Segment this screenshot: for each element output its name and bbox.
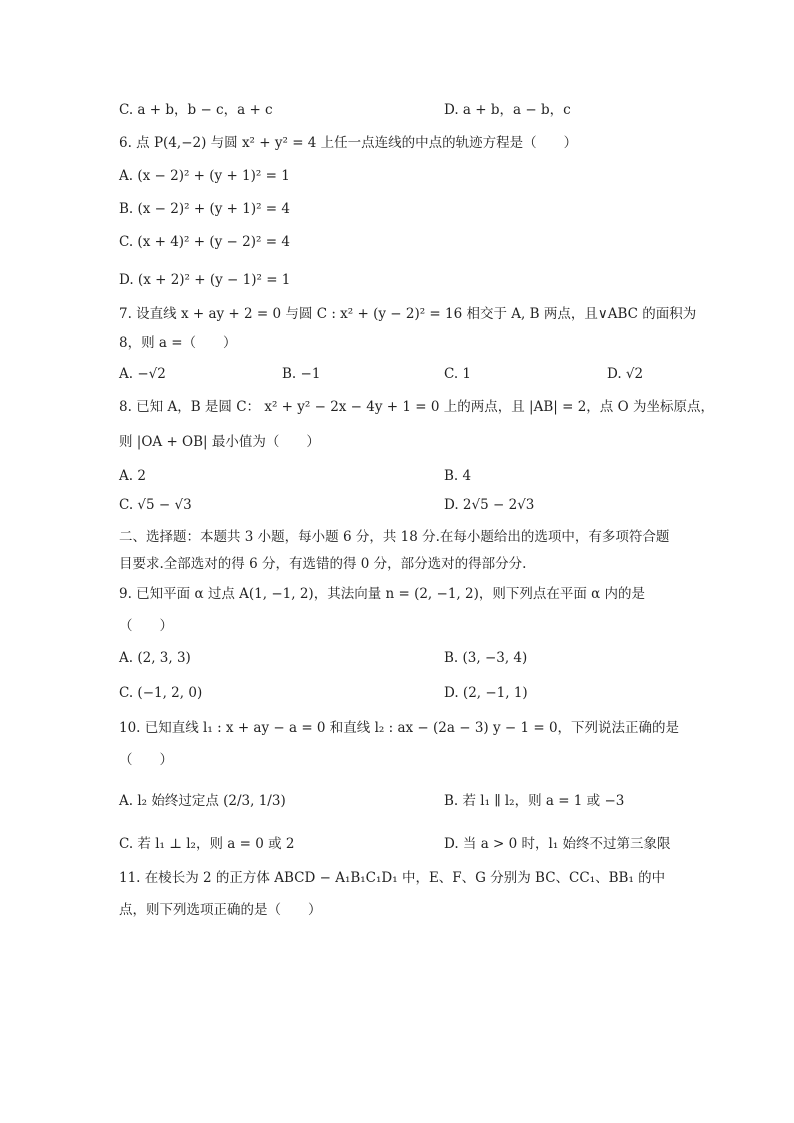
q5-option-c: C. a + b，b − c，a + c bbox=[119, 102, 273, 118]
q7-option-b: B. −1 bbox=[282, 366, 321, 382]
question-6: 6. 点 P(4,−2) 与圆 x² + y² = 4 上任一点连线的中点的轨迹方程是（ ） bbox=[119, 135, 578, 151]
q8-option-b: B. 4 bbox=[444, 468, 472, 484]
q6-option-b: B. (x − 2)² + (y + 1)² = 4 bbox=[119, 201, 290, 217]
question-11: 11. 在棱长为 2 的正方体 ABCD − A₁B₁C₁D₁ 中，E、F、G 分别为 BC、CC₁、BB₁ 的中 bbox=[119, 870, 666, 886]
question-10: 10. 已知直线 l₁ : x + ay − a = 0 和直线 l₂ : ax − (2a − 3) y − 1 = 0，下列说法正确的是 bbox=[119, 720, 680, 736]
q6-option-c: C. (x + 4)² + (y − 2)² = 4 bbox=[119, 234, 290, 250]
q5-option-d: D. a + b，a − b，c bbox=[444, 102, 571, 118]
q10-option-b: B. 若 l₁ ∥ l₂，则 a = 1 或 −3 bbox=[444, 793, 625, 809]
q6-option-d: D. (x + 2)² + (y − 1)² = 1 bbox=[119, 272, 291, 288]
question-9-cont: （ ） bbox=[119, 618, 173, 634]
q9-option-b: B. (3, −3, 4) bbox=[444, 650, 528, 666]
q7-option-a: A. −√2 bbox=[119, 366, 166, 382]
q9-option-c: C. (−1, 2, 0) bbox=[119, 685, 203, 701]
q9-option-a: A. (2, 3, 3) bbox=[119, 650, 191, 666]
question-11-cont: 点，则下列选项正确的是（ ） bbox=[119, 902, 322, 918]
section-2-heading-cont: 目要求.全部选对的得 6 分，有选错的得 0 分，部分选对的得部分分. bbox=[119, 556, 527, 572]
q7-option-c: C. 1 bbox=[444, 366, 472, 382]
q9-option-d: D. (2, −1, 1) bbox=[444, 685, 528, 701]
q8-option-d: D. 2√5 − 2√3 bbox=[444, 497, 535, 513]
q10-option-d: D. 当 a > 0 时，l₁ 始终不过第三象限 bbox=[444, 836, 671, 852]
q8-option-c: C. √5 − √3 bbox=[119, 497, 192, 513]
question-8-cont: 则 |OA + OB| 最小值为（ ） bbox=[119, 434, 320, 450]
q6-option-a: A. (x − 2)² + (y + 1)² = 1 bbox=[119, 168, 290, 184]
q8-option-a: A. 2 bbox=[119, 468, 146, 484]
section-2-heading: 二、选择题：本题共 3 小题，每小题 6 分，共 18 分.在每小题给出的选项中，有多项符合题 bbox=[119, 529, 670, 545]
q10-option-c: C. 若 l₁ ⊥ l₂，则 a = 0 或 2 bbox=[119, 836, 295, 852]
question-8: 8. 已知 A，B 是圆 C： x² + y² − 2x − 4y + 1 = 0 上的两点，且 |AB| = 2，点 O 为坐标原点， bbox=[119, 399, 714, 415]
question-9: 9. 已知平面 α 过点 A(1, −1, 2)，其法向量 n = (2, −1, 2)，则下列点在平面 α 内的是 bbox=[119, 586, 646, 602]
q7-option-d: D. √2 bbox=[607, 366, 644, 382]
question-7-cont: 8，则 a =（ ） bbox=[119, 335, 237, 351]
question-7: 7. 设直线 x + ay + 2 = 0 与圆 C : x² + (y − 2)² = 16 相交于 A, B 两点，且∨ABC 的面积为 bbox=[119, 306, 697, 322]
q10-option-a: A. l₂ 始终过定点 (2/3, 1/3) bbox=[119, 793, 286, 809]
question-10-cont: （ ） bbox=[119, 752, 173, 768]
